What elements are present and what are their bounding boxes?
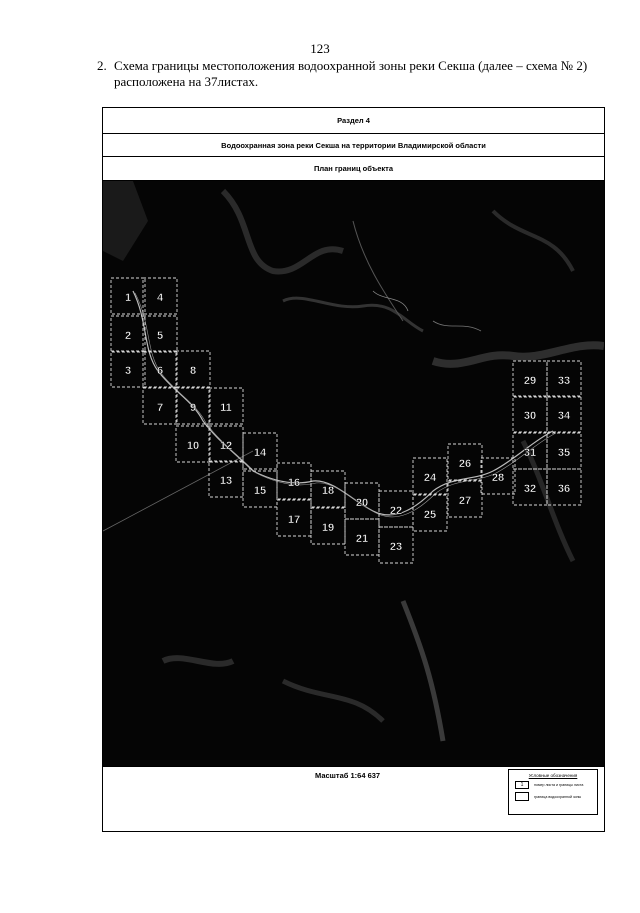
object-title: Водоохранная зона реки Секша на территории Владимирской области xyxy=(221,140,486,150)
title-row xyxy=(103,134,604,157)
paragraph-number: 2. xyxy=(97,58,107,73)
satellite-map xyxy=(103,181,604,767)
sheet-number-20: 20 xyxy=(355,497,369,509)
legend-sheet-label: номер листа и границы листа xyxy=(534,783,584,787)
map-footer xyxy=(103,766,604,831)
legend-row-sheet xyxy=(515,781,597,789)
sheet-number-12: 12 xyxy=(219,440,233,452)
sheet-number-17: 17 xyxy=(287,514,301,526)
sheet-number-36: 36 xyxy=(557,483,571,495)
paragraph-line-2: расположена на 37листах. xyxy=(114,74,259,89)
sheet-number-4: 4 xyxy=(156,292,164,304)
paragraph xyxy=(97,58,617,90)
paragraph-line-1: Схема границы местоположения водоохранной зоны реки Секша (далее – схема № 2) xyxy=(114,58,588,73)
map-frame xyxy=(102,107,605,832)
sheet-number-19: 19 xyxy=(321,522,335,534)
sheet-number-14: 14 xyxy=(253,447,267,459)
sheet-number-15: 15 xyxy=(253,485,267,497)
sheet-number-27: 27 xyxy=(458,495,472,507)
sheet-number-2: 2 xyxy=(124,330,132,342)
sheet-number-35: 35 xyxy=(557,447,571,459)
legend xyxy=(508,769,598,815)
sheet-number-18: 18 xyxy=(321,485,335,497)
sheet-number-23: 23 xyxy=(389,541,403,553)
sheet-number-1: 1 xyxy=(124,292,132,304)
sheet-number-11: 11 xyxy=(220,402,232,414)
sheet-number-8: 8 xyxy=(189,365,197,377)
plan-title: План границ объекта xyxy=(313,164,393,173)
map-scale: Масштаб 1:64 637 xyxy=(315,771,381,780)
sheet-number-6: 6 xyxy=(156,365,164,377)
sheet-number-5: 5 xyxy=(156,330,164,342)
sheet-number-16: 16 xyxy=(287,477,301,489)
sheet-number-22: 22 xyxy=(389,505,403,517)
sheet-number-33: 33 xyxy=(557,375,571,387)
sheet-number-25: 25 xyxy=(423,509,437,521)
map-drawing xyxy=(103,181,604,766)
sheet-number-3: 3 xyxy=(124,365,132,377)
sheet-number-28: 28 xyxy=(491,472,505,484)
legend-title: Условные обозначения xyxy=(528,773,578,778)
sheet-number-31: 31 xyxy=(523,447,537,459)
sheet-number-21: 21 xyxy=(355,533,369,545)
sheet-number-30: 30 xyxy=(523,410,537,422)
sheet-number-13: 13 xyxy=(219,475,233,487)
sheet-number-9: 9 xyxy=(189,402,197,414)
section-title: Раздел 4 xyxy=(337,116,370,125)
legend-row-zone xyxy=(515,792,597,801)
sheet-number-34: 34 xyxy=(557,410,571,422)
subtitle-row xyxy=(103,157,604,181)
sheet-number-24: 24 xyxy=(423,472,437,484)
page-number: 123 xyxy=(310,41,330,56)
sheet-number-32: 32 xyxy=(523,483,537,495)
terrain-texture xyxy=(103,181,604,741)
legend-sheet-symbol: 1 xyxy=(515,781,529,789)
sheet-number-7: 7 xyxy=(156,402,164,414)
section-row xyxy=(103,108,604,134)
sheet-number-10: 10 xyxy=(186,440,200,452)
sheet-number-26: 26 xyxy=(458,458,472,470)
sheet-grid xyxy=(111,278,581,563)
legend-zone-symbol xyxy=(515,792,529,801)
sheet-number-29: 29 xyxy=(523,375,537,387)
legend-zone-label: граница водоохранной зоны xyxy=(534,794,582,799)
